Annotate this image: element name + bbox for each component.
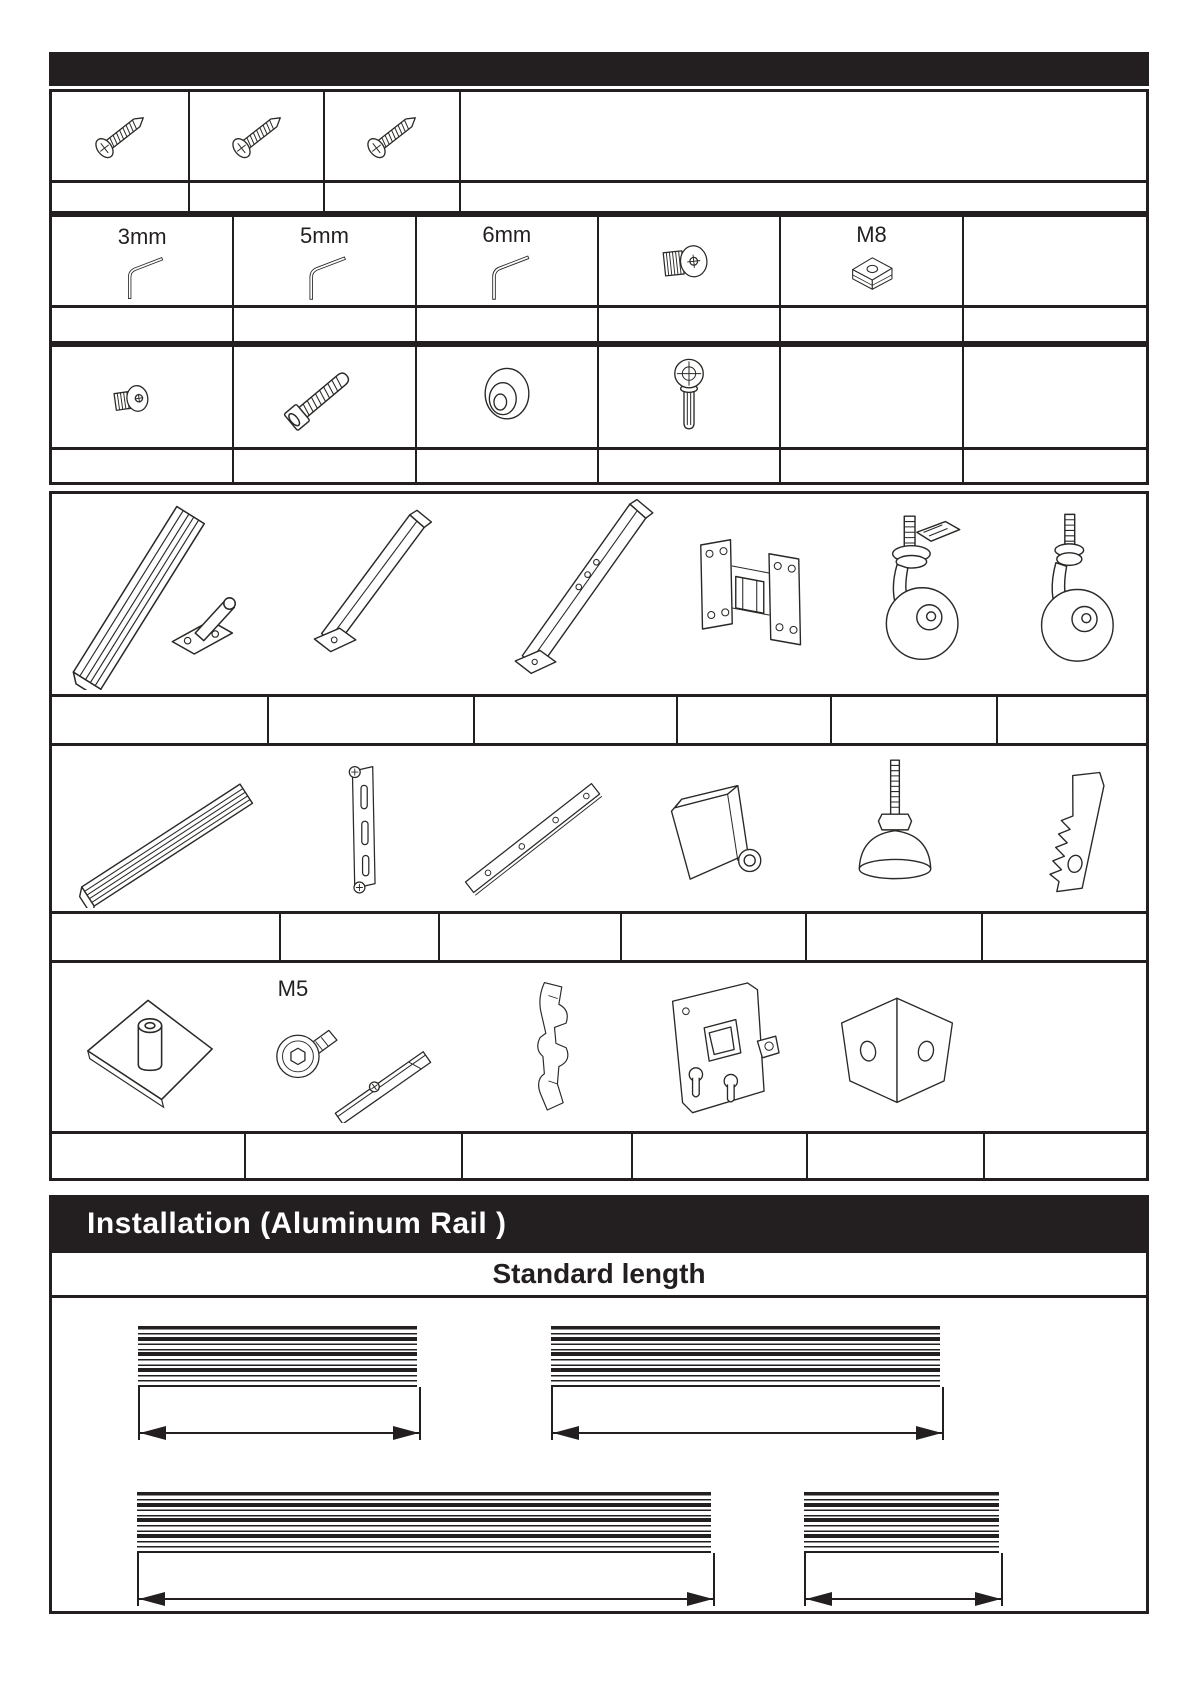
- cable-clip-icon: [515, 971, 581, 1123]
- size-label: M5: [277, 976, 309, 1001]
- hardware-table-screws: [49, 89, 1149, 214]
- label-cell: [281, 914, 441, 960]
- phillips-flat-head-screw-icon: [79, 95, 161, 177]
- angle-bracket-icon: [826, 985, 968, 1109]
- size-label: 6mm: [482, 222, 532, 247]
- part-cell-empty: [964, 347, 1146, 447]
- aluminum-rail-profile: [551, 1326, 940, 1387]
- dimension-line: [806, 1598, 1001, 1600]
- label-cell: [599, 308, 781, 341]
- label-cell: [325, 183, 461, 211]
- label-cell: [599, 450, 781, 482]
- dimension-line: [553, 1432, 942, 1434]
- part-cell: [52, 498, 269, 690]
- size-label: 3mm: [117, 223, 167, 249]
- part-cell: [463, 971, 633, 1123]
- label-cell: [269, 697, 476, 743]
- label-cell: [807, 914, 983, 960]
- installation-section-header: [49, 1195, 1149, 1253]
- aluminum-rail-icon: [61, 750, 271, 908]
- square-tube-with-holes-icon: [487, 497, 667, 691]
- washer-icon: [465, 355, 549, 439]
- phillips-flat-head-screw-icon: [216, 95, 298, 177]
- drilled-bar-icon: [452, 751, 610, 907]
- label-cell: [781, 308, 963, 341]
- label-cell: [417, 308, 599, 341]
- size-label: M8: [856, 222, 887, 247]
- arrowhead-right-icon: [975, 1592, 1001, 1606]
- part-cell-empty: [461, 92, 1146, 180]
- arrowhead-left-icon: [139, 1592, 165, 1606]
- top-header-bar: [49, 52, 1149, 86]
- label-cell: [234, 308, 416, 341]
- arrowhead-right-icon: [393, 1426, 419, 1440]
- allen-key-icon: [293, 247, 355, 305]
- hardware-table-large-parts: [49, 491, 1149, 1181]
- m5-screw-and-strip-icon: [250, 993, 458, 1123]
- part-cell: [808, 985, 985, 1109]
- part-cell: [325, 92, 461, 180]
- part-cell: [52, 92, 190, 180]
- part-cell: [417, 217, 599, 305]
- label-cell: [52, 308, 234, 341]
- label-cell: [234, 450, 416, 482]
- label-cell: [622, 914, 807, 960]
- arrowhead-left-icon: [140, 1426, 166, 1440]
- part-cell: [52, 979, 246, 1115]
- part-cell: [417, 347, 599, 447]
- label-cell: [998, 697, 1146, 743]
- label-cell: [808, 1134, 985, 1178]
- aluminum-rail-profile: [804, 1492, 999, 1553]
- label-cell: [633, 1134, 808, 1178]
- standard-length-title: Standard length: [492, 1258, 706, 1289]
- aluminum-rail-profile: [137, 1492, 711, 1553]
- dimension-line: [139, 1598, 713, 1600]
- label-cell: [463, 1134, 633, 1178]
- part-cell: [52, 217, 234, 305]
- label-cell: [190, 183, 326, 211]
- part-cell: [234, 347, 416, 447]
- part-cell: [269, 504, 476, 684]
- hardware-table-tools: [49, 214, 1149, 344]
- part-cell: [281, 751, 441, 907]
- part-cell: [52, 347, 234, 447]
- part-cell: [998, 509, 1146, 679]
- part-cell: [440, 751, 622, 907]
- label-cell: [985, 1134, 1146, 1178]
- aluminum-rail-with-pole-icon: [60, 498, 260, 690]
- part-cell: [52, 750, 281, 908]
- label-cell: [52, 914, 281, 960]
- comb-bracket-icon: [1016, 756, 1112, 902]
- dimension-arrow: [804, 1553, 1003, 1606]
- dimension-line: [140, 1432, 419, 1434]
- part-cell-empty: [964, 217, 1146, 305]
- standard-length-diagram: [49, 1298, 1149, 1614]
- label-cell: [475, 697, 677, 743]
- folding-bracket-icon: [685, 515, 825, 673]
- part-cell: [633, 968, 808, 1126]
- dimension-arrow: [551, 1387, 944, 1440]
- arrowhead-left-icon: [806, 1592, 832, 1606]
- part-cell: [599, 347, 781, 447]
- allen-key-icon: [113, 248, 171, 304]
- label-cell: [983, 914, 1146, 960]
- label-cell: [52, 450, 234, 482]
- boss-plate-icon: [76, 979, 222, 1115]
- part-cell: [807, 755, 983, 903]
- button-head-bolt-icon: [650, 230, 728, 292]
- standard-length-header: [49, 1253, 1149, 1298]
- aluminum-rail-profile: [138, 1326, 417, 1387]
- label-cell: [440, 914, 622, 960]
- allen-key-icon: [473, 246, 541, 305]
- dimension-arrow: [137, 1553, 715, 1606]
- label-cell: [964, 450, 1146, 482]
- part-cell: [678, 515, 832, 673]
- arrowhead-right-icon: [687, 1592, 713, 1606]
- pan-head-screw-icon: [647, 351, 731, 443]
- installation-title: Installation (Aluminum Rail ): [87, 1207, 507, 1240]
- arrowhead-left-icon: [553, 1426, 579, 1440]
- label-cell: [461, 183, 1146, 211]
- part-cell: [190, 92, 326, 180]
- label-cell: [781, 450, 963, 482]
- part-cell: [475, 497, 677, 691]
- socket-cap-screw-icon: [275, 348, 373, 446]
- label-cell: [52, 697, 269, 743]
- label-cell: [52, 1134, 246, 1178]
- phillips-flat-head-screw-icon: [351, 95, 433, 177]
- dimension-arrow: [138, 1387, 421, 1440]
- keyhole-plate-icon: [647, 968, 793, 1126]
- label-cell: [52, 183, 190, 211]
- label-cell: [417, 450, 599, 482]
- wedge-block-icon: [646, 765, 782, 893]
- size-label: 5mm: [300, 222, 349, 248]
- part-cell: [832, 509, 998, 679]
- t-slot-nut-icon: [835, 246, 907, 305]
- label-cell: [678, 697, 832, 743]
- button-head-screw-icon: [102, 365, 182, 429]
- leveling-foot-icon: [837, 755, 953, 903]
- part-cell: [599, 217, 781, 305]
- caster-with-brake-icon: [852, 509, 978, 679]
- label-cell: [832, 697, 998, 743]
- part-cell: [234, 217, 416, 305]
- part-cell: [246, 971, 464, 1123]
- part-cell: [983, 756, 1146, 902]
- arrowhead-right-icon: [916, 1426, 942, 1440]
- label-cell: [964, 308, 1146, 341]
- part-cell: [622, 765, 807, 893]
- swivel-caster-icon: [1009, 509, 1135, 679]
- part-cell-empty: [781, 347, 963, 447]
- square-tube-icon: [282, 504, 462, 684]
- hardware-table-fasteners: [49, 344, 1149, 485]
- slotted-bracket-icon: [322, 751, 400, 907]
- part-cell: [781, 217, 963, 305]
- label-cell: [246, 1134, 464, 1178]
